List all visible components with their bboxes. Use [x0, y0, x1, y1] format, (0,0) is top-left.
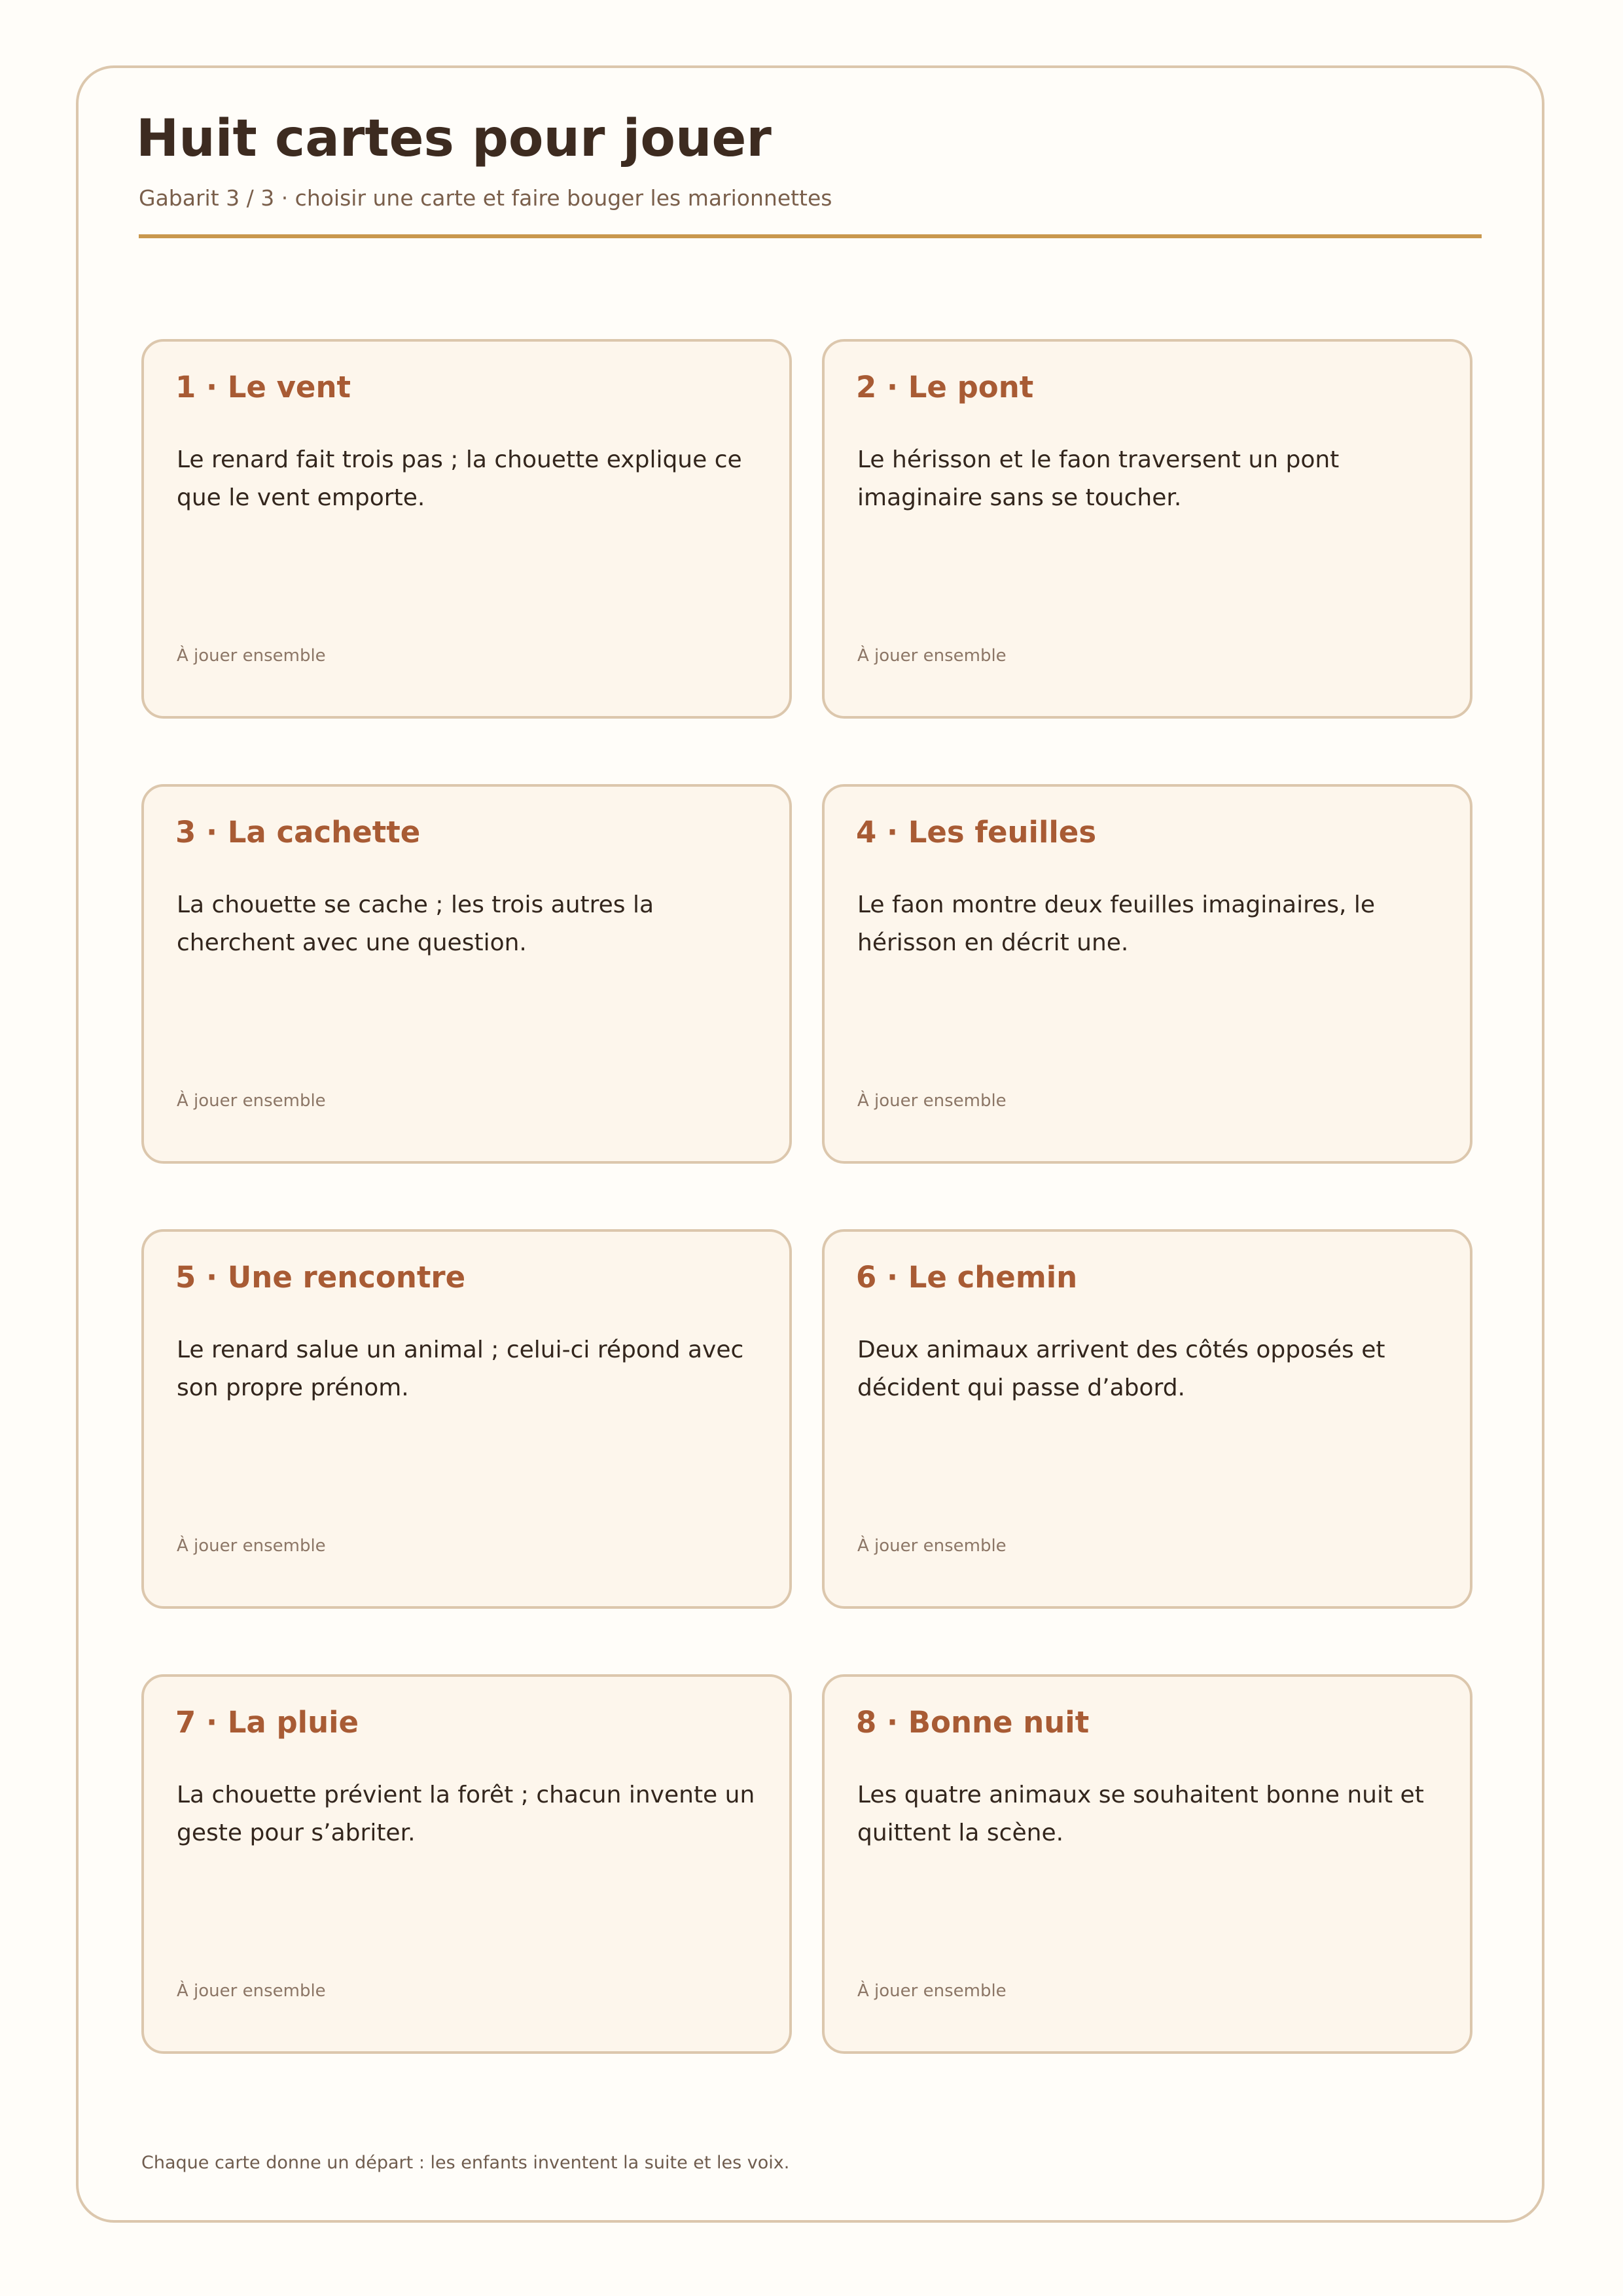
page-title: Huit cartes pour jouer	[136, 109, 772, 168]
card-footer-label: À jouer ensemble	[177, 1536, 326, 1556]
card-title: 5 · Une rencontre	[175, 1260, 466, 1295]
card-footer-label: À jouer ensemble	[857, 646, 1007, 666]
activity-card-3	[141, 784, 792, 1164]
footer-note: Chaque carte donne un départ : les enfants inventent la suite et les voix.	[141, 2153, 790, 2173]
card-title: 2 · Le pont	[856, 370, 1034, 404]
card-title: 1 · Le vent	[175, 370, 351, 404]
card-description: Le hérisson et le faon traversent un pont imaginaire sans se toucher.	[857, 446, 1340, 511]
card-description: Le faon montre deux feuilles imaginaires, le hérisson en décrit une.	[857, 891, 1376, 956]
card-title: 4 · Les feuilles	[856, 815, 1097, 850]
activity-card-1	[141, 339, 792, 719]
card-description: Deux animaux arrivent des côtés opposés et décident qui passe d’abord.	[857, 1336, 1385, 1401]
card-footer-label: À jouer ensemble	[857, 1981, 1007, 2001]
card-title: 8 · Bonne nuit	[856, 1705, 1090, 1740]
card-footer-label: À jouer ensemble	[857, 1091, 1007, 1111]
card-title: 6 · Le chemin	[856, 1260, 1078, 1295]
card-description: Le renard fait trois pas ; la chouette explique ce que le vent emporte.	[177, 446, 742, 511]
card-description: Le renard salue un animal ; celui-ci répond avec son propre prénom.	[177, 1336, 744, 1401]
card-footer-label: À jouer ensemble	[857, 1536, 1007, 1556]
card-description: La chouette prévient la forêt ; chacun invente un geste pour s’abriter.	[177, 1782, 755, 1846]
activity-card-7	[141, 1674, 792, 2054]
activity-card-2	[822, 339, 1472, 719]
card-footer-label: À jouer ensemble	[177, 646, 326, 666]
card-title: 7 · La pluie	[175, 1705, 359, 1740]
card-description: La chouette se cache ; les trois autres la cherchent avec une question.	[177, 891, 654, 956]
activity-card-5	[141, 1229, 792, 1609]
page-subtitle: Gabarit 3 / 3 · choisir une carte et faire bouger les marionnettes	[139, 185, 832, 211]
activity-card-4	[822, 784, 1472, 1164]
card-description: Les quatre animaux se souhaitent bonne nuit et quittent la scène.	[857, 1782, 1424, 1846]
activity-card-6	[822, 1229, 1472, 1609]
activity-card-8	[822, 1674, 1472, 2054]
card-footer-label: À jouer ensemble	[177, 1981, 326, 2001]
template-sheet	[76, 65, 1544, 2223]
card-title: 3 · La cachette	[175, 815, 421, 850]
card-footer-label: À jouer ensemble	[177, 1091, 326, 1111]
header-divider	[139, 234, 1482, 238]
